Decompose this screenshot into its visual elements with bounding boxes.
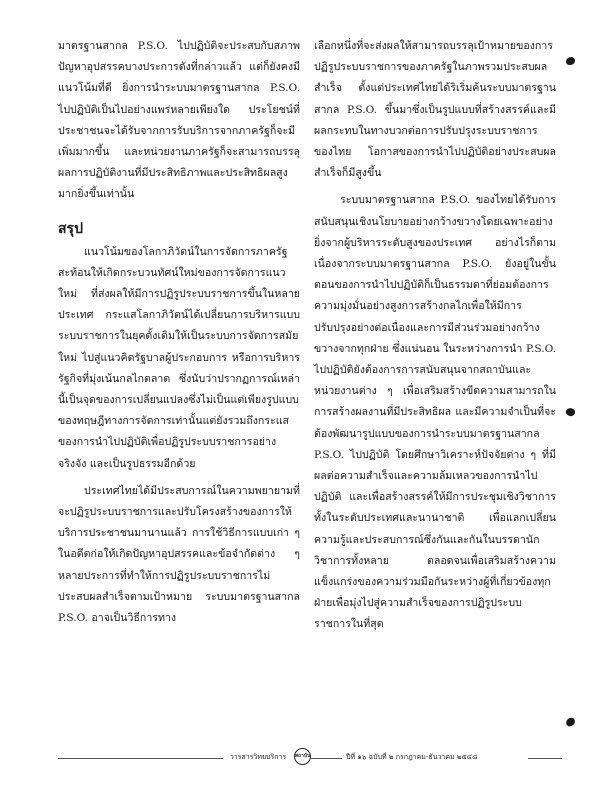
- ink-spot-mark: [565, 406, 577, 417]
- footer-rule: [528, 758, 562, 759]
- footer-logo-icon: สถาบัน: [294, 748, 311, 765]
- right-column: [314, 36, 556, 636]
- ink-spot-mark: [565, 717, 576, 728]
- left-column: [58, 36, 300, 629]
- body-paragraph: ระบบมาตรฐานสากล P.S.O. ของไทยได้รับการสนับสนุนเชิงนโยบายอย่างกว้างขวางโดยเฉพาะอย่างยิ่งจากผู้บริหารระดับสูงของประเทศ อย่างไรก็ตาม เนื่องจากระบบมาตรฐานสากล P.S.O. ยังอยู่ในขั้นตอนของการนำไปปฏิบัติก็เป็นธรรมดาที่ย่อมต้องการความมุ่งมั่นอย่างสูงการสร้างกลไกเพื่อให้มีการปรับปรุงอย่างต่อเนื่องและการมีส่วนร่วมอย่างกว้างขวางจากทุกฝ่าย ซึ่งแน่นอน ในระหว่างการนำ P.S.O. ไปปฏิบัติยังต้องการการสนับสนุนจากสถาบันและหน่วยงานต่าง ๆ เพื่อเสริมสร้างขีดความสามารถในการสร้างผลงานที่มีประสิทธิผล และมีความจำเป็นที่จะต้องพัฒนารูปแบบของการนำระบบมาตรฐานสากล P.S.O. ไปปฏิบัติ โดยศึกษาวิเคราะห์ปัจจัยต่าง ๆ ที่มีผลต่อความสำเร็จและความล้มเหลวของการนำไปปฏิบัติ และเพื่อสร้างสรรค์ให้มีการประชุมเชิงวิชาการทั้งในระดับประเทศและนานาชาติ เพื่อแลกเปลี่ยนความรู้และประสบการณ์ซึ่งกันและกันในบรรดานักวิชาการทั้งหลาย ตลอดจนเพื่อเสริมสร้างความแข็งแกร่งของความร่วมมือกันระหว่างผู้ที่เกี่ยวข้องทุกฝ่ายเพื่อมุ่งไปสู่ความสำเร็จของการปฏิรูประบบราชการในที่สุด: [314, 194, 556, 631]
- footer-issue-info: ปีที่ ๑๖ ฉบับที่ ๒ กรกฎาคม-ธันวาคม ๒๕๔๘: [346, 753, 478, 761]
- body-paragraph: เลือกหนึ่งที่จะส่งผลให้สามารถบรรลุเป้าหมายของการปฏิรูประบบราชการของภาครัฐในภาพรวมประสบผลสำเร็จ ตั้งแต่ประเทศไทยได้ริเริ่มค้นระบบมาตรฐานสากล P.S.O. ขึ้นมาซึ่งเป็นรูปแบบที่สร้างสรรค์และมีผลกระทบในทางบวกต่อการปรับปรุงระบบราชการของไทย โอกาสของการนำไปปฏิบัติอย่างประสบผลสำเร็จก็มีสูงขึ้น: [314, 40, 556, 180]
- footer-rule: [310, 758, 342, 759]
- body-paragraph: แนวโน้มของโลกาภิวัตน์ในการจัดการภาครัฐสะท้อนให้เกิดกระบวนทัศน์ใหม่ของการจัดการแนวใหม่ ที่ส่งผลให้มีการปฏิรูประบบราชการขึ้นในหลายประเทศ กระแสโลกาภิวัตน์ได้เปลี่ยนการบริหารแบบระบบราชการในยุคดั้งเดิมให้เป็นระบบการจัดการสมัยใหม่ ไปสู่แนวคิดรัฐบาลผู้ประกอบการ หรือการบริหารรัฐกิจที่มุ่งเน้นกลไกตลาด ซึ่งนับว่าปรากฏการณ์เหล่านี้เป็นจุดของการเปลี่ยนแปลงซึ่งไม่เป็นแต่เพียงรูปแบบของทฤษฎีทางการจัดการเท่านั้นแต่ยังรวมถึงกระแสของการนำไปปฏิบัติเพื่อปฏิรูประบบราชการอย่างจริงจัง และเป็นรูปธรรมอีกด้วย: [58, 245, 300, 470]
- ink-spot-mark: [566, 57, 575, 65]
- body-paragraph: มาตรฐานสากล P.S.O. ไปปฏิบัติจะประสบกับสภาพปัญหาอุปสรรคบางประการดังที่กล่าวแล้ว แต่ก็ยังคงมีแนวโน้มที่ดี ยิ่งการนำระบบมาตรฐานสากล P.S.O. ไปปฏิบัติเป็นไปอย่างแพร่หลายเพียงใด ประโยชน์ที่ประชาชนจะได้รับจากการรับบริการจากภาครัฐก็จะมีเพิ่มมากขึ้น และหน่วยงานภาครัฐก็จะสามารถบรรลุผลการปฏิบัติงานที่มีประสิทธิภาพและประสิทธิผลสูงมากยิ่งขึ้นเท่านั้น: [58, 40, 300, 201]
- footer-rule: [58, 758, 223, 759]
- body-paragraph: ประเทศไทยได้มีประสบการณ์ในความพยายามที่จะปฏิรูประบบราชการและปรับโครงสร้างของการให้บริการประชาชนมานานแล้ว การใช้วิธีการแบบเก่า ๆ ในอดีตก่อให้เกิดปัญหาอุปสรรคและข้อจำกัดต่าง ๆ หลายประการที่ทำให้การปฏิรูประบบราชการไม่ประสบผลสำเร็จตามเป้าหมาย ระบบมาตรฐานสากล P.S.O. อาจเป็นวิธีการทาง: [58, 484, 300, 625]
- section-heading: สรุป: [58, 220, 83, 237]
- page-footer: [58, 747, 562, 769]
- footer-journal-name: วารสารวิทยบริการ: [229, 753, 287, 761]
